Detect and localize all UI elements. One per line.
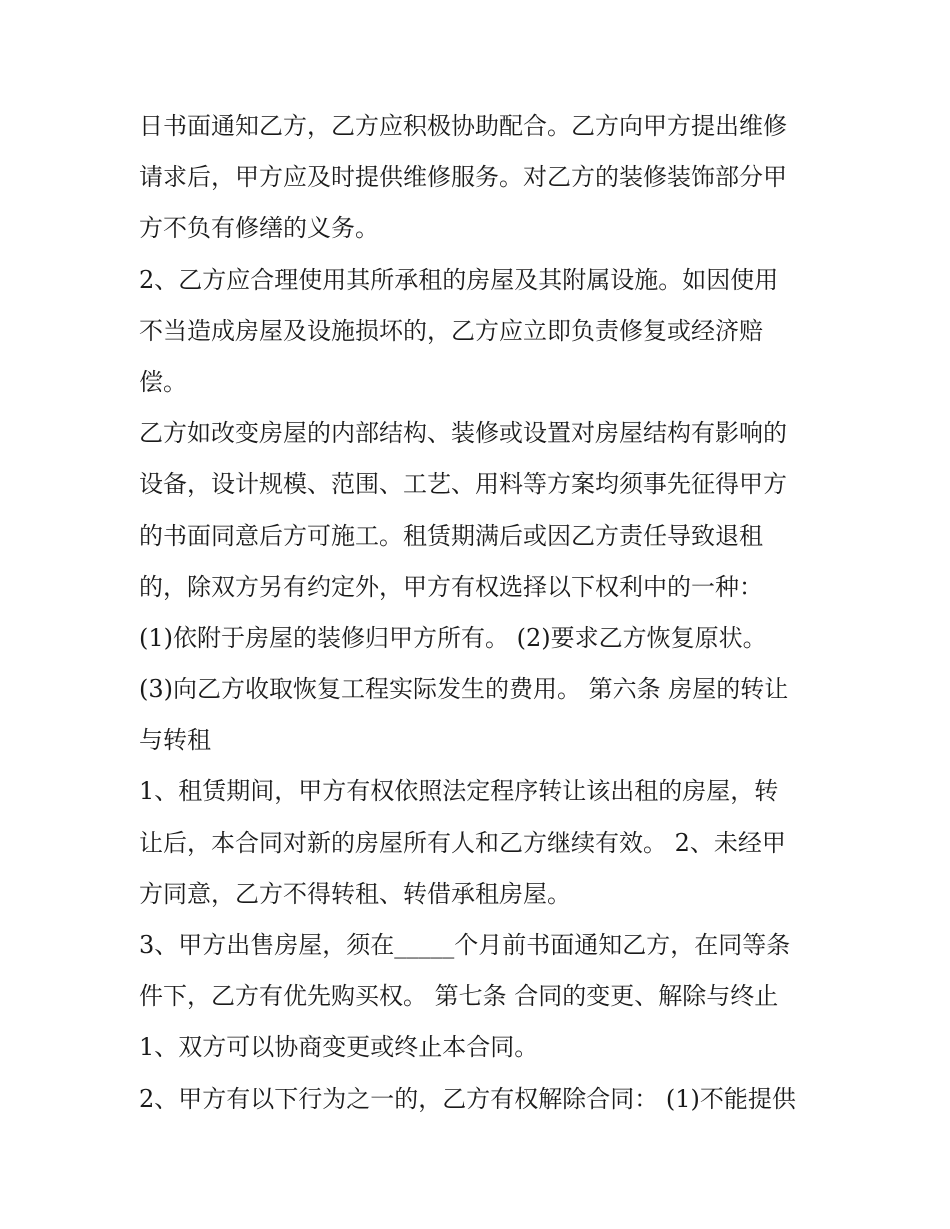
text-line: 2、甲方有以下行为之一的，乙方有权解除合同： (1)不能提供 <box>139 1084 796 1113</box>
text-line: 的，除双方另有约定外，甲方有权选择以下权利中的一种： <box>139 572 763 601</box>
text-line: 方不负有修缮的义务。 <box>139 214 379 243</box>
text-line: 请求后，甲方应及时提供维修服务。对乙方的装修装饰部分甲 <box>139 163 787 192</box>
text-line: 件下，乙方有优先购买权。 第七条 合同的变更、解除与终止 <box>139 982 779 1011</box>
text-line: 1、双方可以协商变更或终止本合同。 <box>139 1033 539 1062</box>
contract-body-text <box>139 101 819 1125</box>
text-line: 不当造成房屋及设施损坏的，乙方应立即负责修复或经济赔 <box>139 316 763 345</box>
text-line: (3)向乙方收取恢复工程实际发生的费用。 第六条 房屋的转让 <box>139 675 789 704</box>
text-line: 让后，本合同对新的房屋所有人和乙方继续有效。 2、未经甲 <box>139 828 786 857</box>
text-line: 设备，设计规模、范围、工艺、用料等方案均须事先征得甲方 <box>139 470 787 499</box>
text-line: 1、租赁期间，甲方有权依照法定程序转让该出租的房屋，转 <box>139 777 779 806</box>
text-line: 3、甲方出售房屋，须在_____个月前书面通知乙方，在同等条 <box>139 931 791 959</box>
text-line: 偿。 <box>139 367 187 396</box>
text-line: 与转租 <box>139 726 211 755</box>
text-line: 日书面通知乙方，乙方应积极协助配合。乙方向甲方提出维修 <box>139 112 787 140</box>
text-line: 乙方如改变房屋的内部结构、装修或设置对房屋结构有影响的 <box>139 419 787 448</box>
text-line: 的书面同意后方可施工。租赁期满后或因乙方责任导致退租 <box>139 521 763 550</box>
text-line: (1)依附于房屋的装修归甲方所有。 (2)要求乙方恢复原状。 <box>139 623 767 652</box>
text-line: 方同意，乙方不得转租、转借承租房屋。 <box>139 879 571 908</box>
text-line: 2、乙方应合理使用其所承租的房屋及其附属设施。如因使用 <box>139 265 779 294</box>
